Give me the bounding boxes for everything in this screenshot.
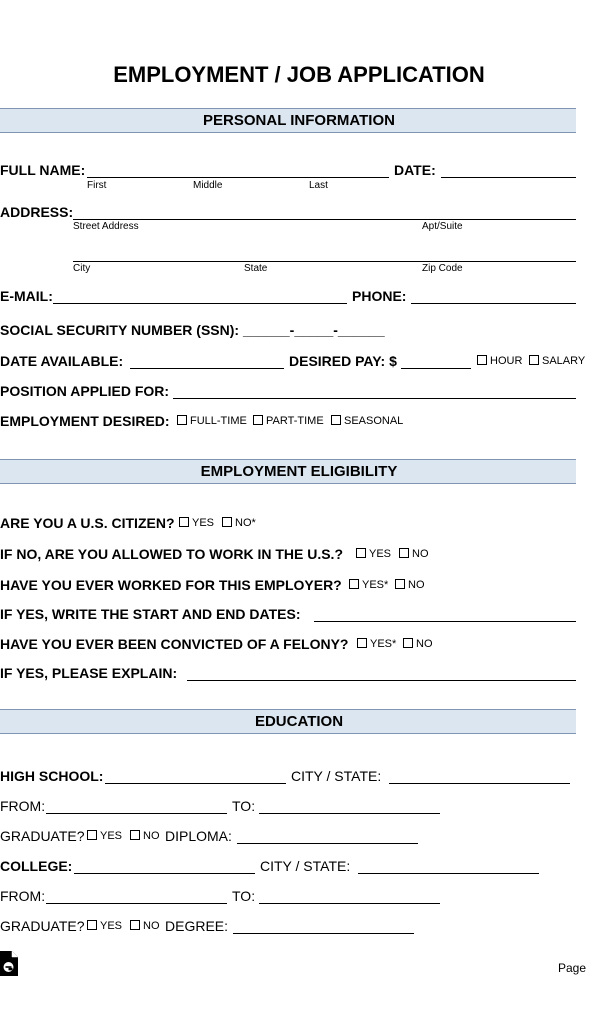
felony-row: [0, 636, 576, 656]
worked-yes-checkbox[interactable]: YES*: [349, 579, 388, 591]
full-name-label: FULL NAME:: [0, 162, 86, 178]
desired-pay-field[interactable]: [401, 368, 471, 369]
last-caption: Last: [309, 180, 328, 191]
felony-no-checkbox[interactable]: NO: [403, 638, 433, 650]
citizen-label: ARE YOU A U.S. CITIZEN?: [0, 515, 175, 531]
worked-row: [0, 577, 576, 597]
section-header-eligibility: EMPLOYMENT ELIGIBILITY: [0, 459, 576, 484]
diploma-field[interactable]: [237, 843, 418, 844]
date-available-label: DATE AVAILABLE:: [0, 353, 124, 369]
hs-graduate-label: GRADUATE?: [0, 828, 85, 844]
hour-checkbox[interactable]: HOUR: [477, 355, 522, 367]
position-label: POSITION APPLIED FOR:: [0, 383, 170, 399]
college-dates-row: [0, 888, 576, 908]
allowed-no-checkbox[interactable]: NO: [399, 548, 429, 560]
document-logo-icon: [0, 951, 18, 976]
citizen-yes-checkbox[interactable]: YES: [179, 517, 214, 529]
section-header-education: EDUCATION: [0, 709, 576, 734]
degree-field[interactable]: [233, 933, 414, 934]
hs-to-label: TO:: [232, 798, 256, 814]
part-time-checkbox[interactable]: PART-TIME: [253, 415, 324, 427]
first-caption: First: [87, 180, 107, 191]
hs-graduate-no-checkbox[interactable]: NO: [130, 830, 160, 842]
college-graduate-yes-checkbox[interactable]: YES: [87, 920, 122, 932]
email-field[interactable]: [53, 303, 347, 304]
explain-field[interactable]: [187, 680, 576, 681]
dates-label: IF YES, WRITE THE START AND END DATES:: [0, 606, 301, 622]
availability-row: [0, 353, 586, 373]
salary-checkbox[interactable]: SALARY: [529, 355, 585, 367]
hs-from-label: FROM:: [0, 798, 46, 814]
street-field[interactable]: [73, 219, 576, 220]
full-name-field[interactable]: [87, 177, 389, 178]
city-state-zip-field[interactable]: [73, 261, 576, 262]
worked-label: HAVE YOU EVER WORKED FOR THIS EMPLOYER?: [0, 577, 342, 593]
hs-from-field[interactable]: [46, 813, 227, 814]
full-name-row: [0, 162, 576, 182]
hs-to-field[interactable]: [259, 813, 440, 814]
college-label: COLLEGE:: [0, 858, 73, 874]
college-city-state-label: CITY / STATE:: [260, 858, 351, 874]
high-school-field[interactable]: [105, 783, 286, 784]
allowed-yes-checkbox[interactable]: YES: [356, 548, 391, 560]
diploma-label: DIPLOMA:: [165, 828, 232, 844]
college-field[interactable]: [74, 873, 255, 874]
college-to-field[interactable]: [259, 903, 440, 904]
middle-caption: Middle: [193, 180, 223, 191]
college-from-label: FROM:: [0, 888, 46, 904]
college-from-field[interactable]: [46, 903, 227, 904]
dates-field[interactable]: [314, 621, 576, 622]
dates-row: [0, 606, 576, 626]
citizen-row: [0, 515, 576, 535]
college-graduate-row: [0, 918, 576, 938]
employment-desired-label: EMPLOYMENT DESIRED:: [0, 413, 170, 429]
hs-graduate-yes-checkbox[interactable]: YES: [87, 830, 122, 842]
worked-no-checkbox[interactable]: NO: [395, 579, 425, 591]
hs-city-state-field[interactable]: [389, 783, 570, 784]
high-school-label: HIGH SCHOOL:: [0, 768, 104, 784]
zip-caption: Zip Code: [422, 263, 463, 274]
date-label: DATE:: [394, 162, 436, 178]
city-caption: City: [73, 263, 91, 274]
allowed-label: IF NO, ARE YOU ALLOWED TO WORK IN THE U.S.?: [0, 546, 343, 562]
hs-city-state-label: CITY / STATE:: [291, 768, 382, 784]
phone-label: PHONE:: [352, 288, 407, 304]
felony-label: HAVE YOU EVER BEEN CONVICTED OF A FELONY?: [0, 636, 349, 652]
college-to-label: TO:: [232, 888, 256, 904]
citizen-no-checkbox[interactable]: NO*: [222, 517, 256, 529]
date-available-field[interactable]: [130, 368, 284, 369]
felony-yes-checkbox[interactable]: YES*: [357, 638, 396, 650]
college-graduate-label: GRADUATE?: [0, 918, 85, 934]
college-graduate-no-checkbox[interactable]: NO: [130, 920, 160, 932]
apt-caption: Apt/Suite: [422, 221, 463, 232]
desired-pay-label: DESIRED PAY: $: [289, 353, 397, 369]
ssn-label: SOCIAL SECURITY NUMBER (SSN): ______-_____-______: [0, 322, 385, 338]
hs-dates-row: [0, 798, 576, 818]
date-field[interactable]: [441, 177, 576, 178]
hs-graduate-row: [0, 828, 576, 848]
college-row: [0, 858, 576, 878]
email-label: E-MAIL:: [0, 288, 53, 304]
state-caption: State: [244, 263, 268, 274]
explain-row: [0, 665, 576, 685]
page-title: EMPLOYMENT / JOB APPLICATION: [113, 62, 485, 87]
position-row: [0, 383, 576, 403]
email-row: [0, 288, 576, 308]
address-label: ADDRESS:: [0, 204, 74, 220]
street-caption: Street Address: [73, 221, 139, 232]
degree-label: DEGREE:: [165, 918, 229, 934]
explain-label: IF YES, PLEASE EXPLAIN:: [0, 665, 178, 681]
employment-desired-row: [0, 413, 576, 433]
full-time-checkbox[interactable]: FULL-TIME: [177, 415, 247, 427]
phone-field[interactable]: [411, 303, 576, 304]
section-header-personal: PERSONAL INFORMATION: [0, 108, 576, 133]
ssn-row: [0, 322, 576, 342]
seasonal-checkbox[interactable]: SEASONAL: [331, 415, 403, 427]
position-field[interactable]: [173, 398, 576, 399]
allowed-row: [0, 546, 576, 566]
high-school-row: [0, 768, 576, 788]
page-number: Page: [558, 961, 587, 975]
college-city-state-field[interactable]: [358, 873, 539, 874]
